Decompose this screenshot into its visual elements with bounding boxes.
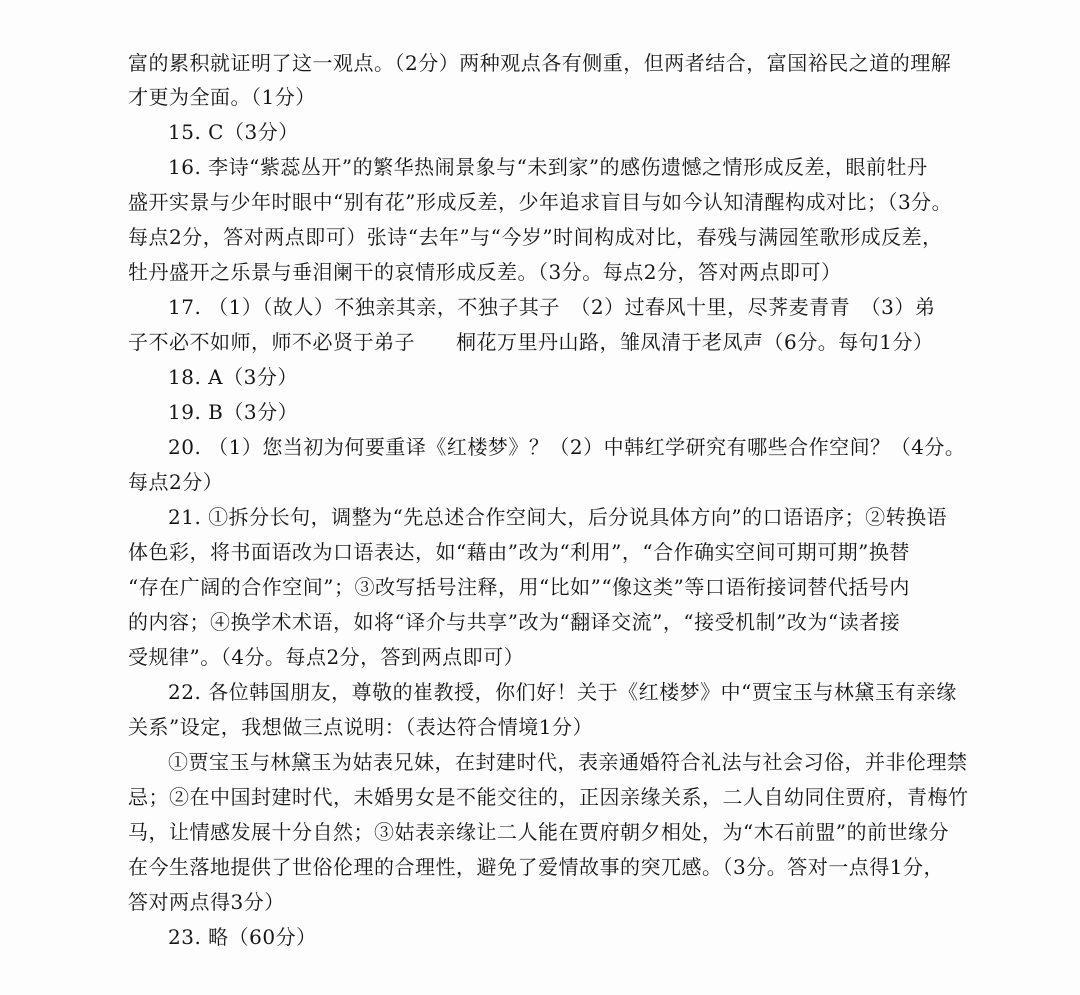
text-line: 子不必不如师，师不必贤于弟子 桐花万里丹山路，雏凤清于老凤声（6分。每句1分）: [128, 330, 934, 354]
answer-19: 19. B（3分）: [168, 400, 299, 424]
text-line: 体色彩，将书面语改为口语表达，如“藉由”改为“利用”，“合作确实空间可期可期”换替: [128, 540, 910, 564]
text-line: 的内容；④换学术术语，如将“译介与共享”改为“翻译交流”，“接受机制”改为“读者接: [128, 610, 901, 634]
answer-17: 17. （1）（故人）不独亲其亲，不独子其子 （2）过春风十里，尽荠麦青青 （3）弟: [168, 295, 936, 319]
text-line: 才更为全面。（1分）: [128, 85, 316, 109]
text-line: 盛开实景与少年时眼中“别有花”形成反差，少年追求盲目与如今认知清醒构成对比；（3分。: [128, 190, 953, 214]
text-line: 受规律”。（4分。每点2分，答到两点即可）: [128, 645, 525, 669]
text-line: 关系”设定，我想做三点说明：（表达符合情境1分）: [128, 715, 593, 739]
text-line: 牡丹盛开之乐景与垂泪阑干的哀情形成反差。（3分。每点2分，答对两点即可）: [128, 260, 842, 284]
answer-21: 21. ①拆分长句，调整为“先总述合作空间大，后分说具体方向”的口语语序；②转换语: [168, 505, 948, 529]
answer-16: 16. 李诗“紫蕊丛开”的繁华热闹景象与“未到家”的感伤遗憾之情形成反差，眼前牡丹: [168, 155, 928, 179]
answer-22: 22. 各位韩国朋友，尊敬的崔教授，你们好！关于《红楼梦》中“贾宝玉与林黛玉有亲缘: [168, 680, 957, 704]
answer-18: 18. A（3分）: [168, 365, 298, 389]
text-line: ①贾宝玉与林黛玉为姑表兄妹，在封建时代，表亲通婚符合礼法与社会习俗，并非伦理禁: [168, 750, 968, 774]
text-line: 忌；②在中国封建时代，未婚男女是不能交往的，正因亲缘关系，二人自幼同住贾府，青梅竹: [128, 785, 969, 809]
answer-15: 15. C（3分）: [168, 120, 299, 144]
text-line: 富的累积就证明了这一观点。（2分）两种观点各有侧重，但两者结合，富国裕民之道的理解: [128, 51, 952, 75]
text-line: 每点2分，答对两点即可）张诗“去年”与“今岁”时间构成对比，春残与满园笙歌形成反差，: [128, 225, 943, 249]
text-line: 在今生落地提供了世俗伦理的合理性，避免了爱情故事的突兀感。（3分。答对一点得1分，: [128, 855, 944, 879]
text-line: 答对两点得3分）: [128, 890, 285, 914]
answer-23: 23. 略（60分）: [168, 925, 317, 949]
text-line: “存在广阔的合作空间”；③改写括号注释，用“比如”“像这类”等口语衔接词替代括号内: [128, 575, 910, 599]
answer-20: 20. （1）您当初为何要重译《红楼梦》？（2）中韩红学研究有哪些合作空间？（4分。: [168, 435, 966, 459]
text-line: 马，让情感发展十分自然；③姑表亲缘让二人能在贾府朝夕相处，为“木石前盟”的前世缘分: [128, 820, 949, 844]
text-line: 每点2分）: [128, 470, 224, 494]
